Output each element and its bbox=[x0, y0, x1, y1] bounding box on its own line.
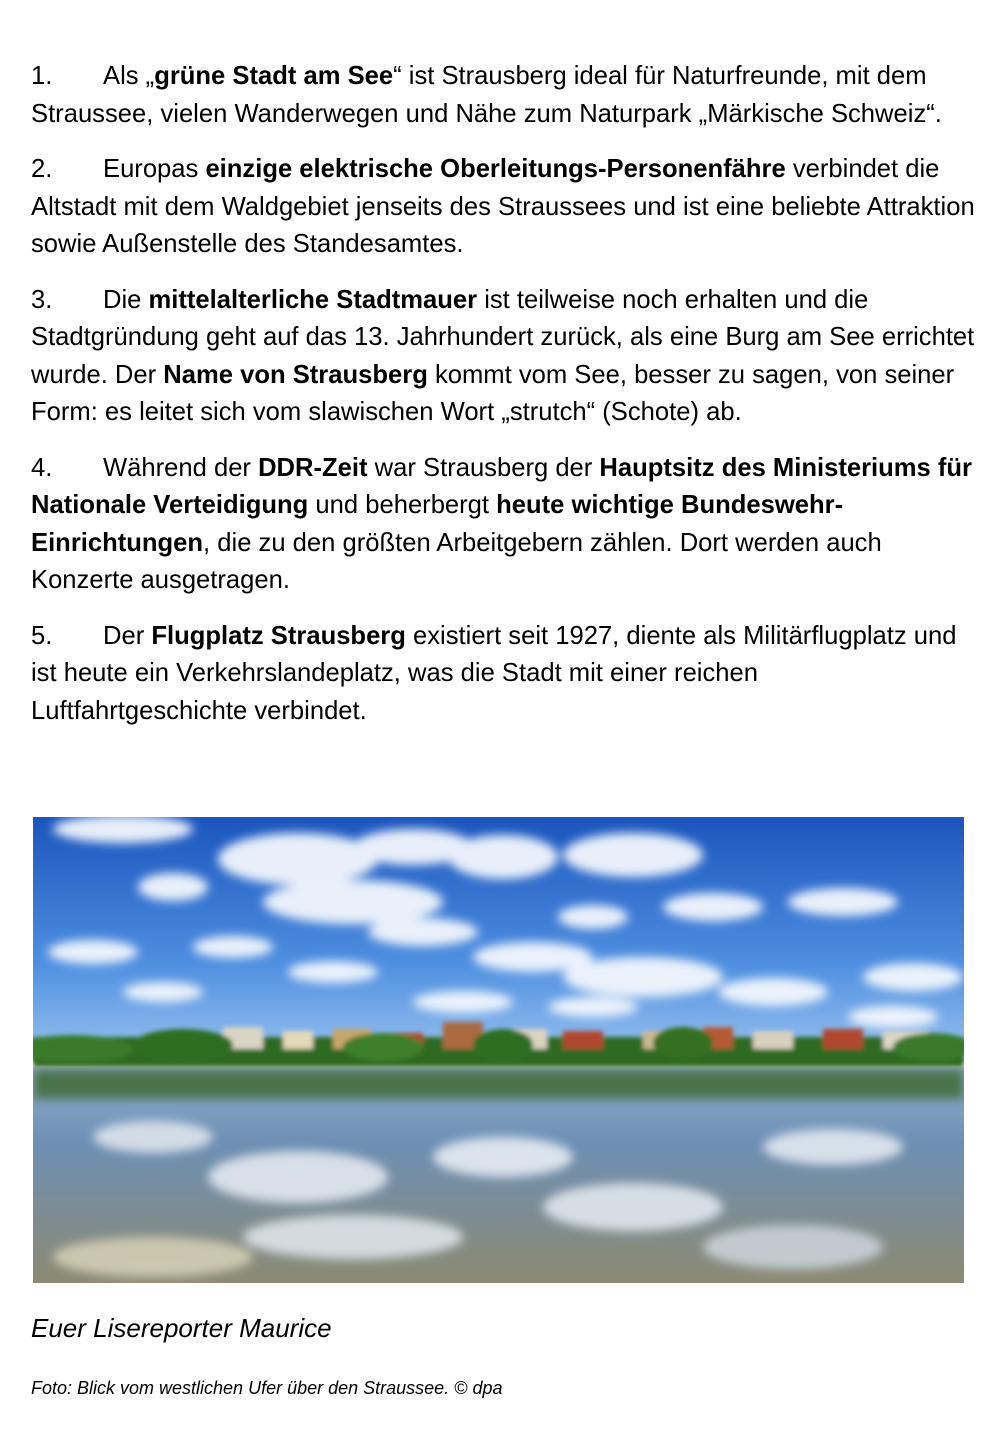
article-body bbox=[31, 58, 976, 748]
list-item bbox=[31, 58, 976, 133]
photo-caption: Foto: Blick vom westlichen Ufer über den Straussee. © dpa bbox=[31, 1378, 503, 1398]
body-text: Europas bbox=[103, 155, 206, 183]
list-item-number: 5. bbox=[31, 621, 53, 650]
highlight-text: Hauptsitz des Ministeriums für Nationale Verteidigung bbox=[31, 453, 973, 519]
body-text: “ ist Strausberg ideal für Naturfreunde, mit dem Straussee, vielen Wanderwegen und Nähe zum Naturpark „Märkische Schweiz“. bbox=[31, 62, 942, 128]
highlight-text: Name von Strausberg bbox=[163, 360, 428, 389]
list-item-number: 4. bbox=[31, 453, 53, 482]
body-text: kommt vom See, besser zu sagen, von seiner Form: es leitet sich vom slawischen Wort „strutch“ (Schote) ab. bbox=[31, 360, 955, 426]
list-item bbox=[31, 282, 976, 432]
body-text: Der bbox=[103, 621, 152, 650]
body-text: und beherbergt bbox=[308, 491, 497, 519]
highlight-text: heute wichtige Bundeswehr-Einrichtungen bbox=[31, 491, 844, 557]
body-text: verbindet die Altstadt mit dem Waldgebiet jenseits des Straussees und ist eine beliebte Attraktion sowie Außenstelle des Standesamtes. bbox=[31, 155, 975, 258]
body-text: , die zu den größten Arbeitgebern zählen. Dort werden auch Konzerte ausgetragen. bbox=[31, 528, 882, 594]
list-item-number: 2. bbox=[31, 155, 53, 183]
signature: Euer Lisereporter Maurice bbox=[31, 1313, 332, 1343]
highlight-text: mittelalterliche Stadtmauer bbox=[148, 285, 478, 314]
strausberg-lake-image bbox=[33, 817, 964, 1283]
body-text: war Strausberg der bbox=[367, 453, 600, 482]
list-item bbox=[31, 450, 976, 600]
numbered-list bbox=[31, 58, 976, 730]
list-item-number: 1. bbox=[31, 62, 53, 90]
body-text: Während der bbox=[103, 453, 259, 482]
list-item bbox=[31, 618, 976, 731]
lake-photo bbox=[33, 817, 964, 1283]
body-text: existiert seit 1927, diente als Militärflugplatz und ist heute ein Verkehrslandeplatz, was die Stadt mit einer reichen Luftfahrtgeschichte verbindet. bbox=[31, 621, 957, 725]
body-text: ist teilweise noch erhalten und die Stadtgründung geht auf das 13. Jahrhundert zurück, als eine Burg am See errichtet wurde. Der bbox=[31, 285, 975, 389]
list-item bbox=[31, 151, 976, 264]
highlight-text: einzige elektrische Oberleitungs-Personenfähre bbox=[205, 155, 786, 183]
body-text: Als „ bbox=[103, 62, 155, 90]
list-item-number: 3. bbox=[31, 285, 53, 314]
highlight-text: Flugplatz Strausberg bbox=[151, 621, 406, 650]
highlight-text: DDR-Zeit bbox=[258, 453, 368, 482]
body-text: Die bbox=[103, 285, 149, 314]
highlight-text: grüne Stadt am See bbox=[154, 62, 394, 90]
